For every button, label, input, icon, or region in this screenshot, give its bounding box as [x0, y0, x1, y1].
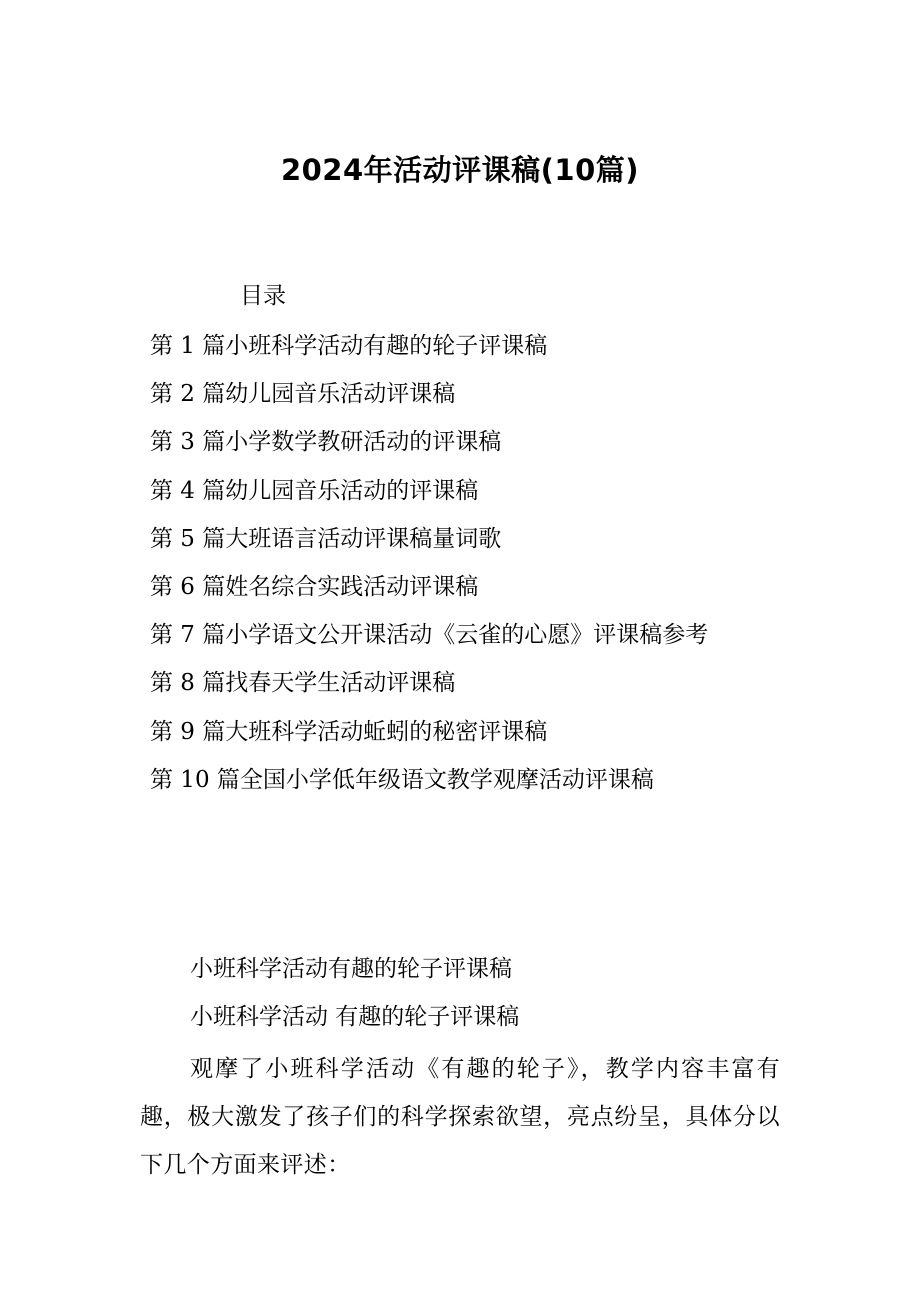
section-title: 小班科学活动有趣的轮子评课稿 [190, 956, 512, 982]
toc-item: 第 6 篇姓名综合实践活动评课稿 [150, 573, 479, 600]
body-paragraph: 观摩了小班科学活动《有趣的轮子》，教学内容丰富有趣，极大激发了孩子们的科学探索欲望，亮点纷呈，具体分以下几个方面来评述： [140, 1056, 780, 1178]
toc-item: 第 7 篇小学语文公开课活动《云雀的心愿》评课稿参考 [150, 622, 709, 649]
toc-item: 第 9 篇大班科学活动蚯蚓的秘密评课稿 [150, 718, 548, 745]
toc-item: 第 4 篇幼儿园音乐活动的评课稿 [150, 477, 479, 504]
section-subtitle: 小班科学活动 有趣的轮子评课稿 [190, 1004, 520, 1030]
toc-heading: 目录 [240, 283, 286, 309]
toc-item: 第 5 篇大班语言活动评课稿量词歌 [150, 525, 502, 552]
toc-item: 第 2 篇幼儿园音乐活动评课稿 [150, 381, 456, 408]
toc-item: 第 3 篇小学数学教研活动的评课稿 [150, 429, 502, 456]
toc-item: 第 1 篇小班科学活动有趣的轮子评课稿 [150, 333, 548, 359]
toc-item: 第 10 篇全国小学低年级语文教学观摩活动评课稿 [150, 766, 654, 793]
page-title: 2024年活动评课稿(10篇) [280, 153, 640, 187]
toc-item: 第 8 篇找春天学生活动评课稿 [150, 670, 456, 697]
table-of-contents [150, 322, 708, 804]
